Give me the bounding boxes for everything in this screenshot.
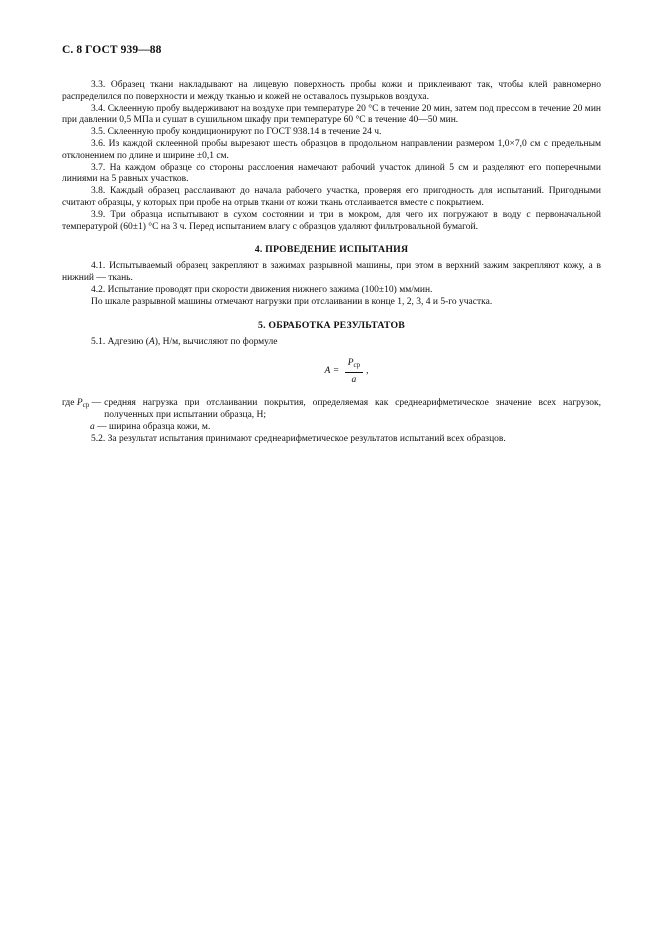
paragraph-3-3: 3.3. Образец ткани накладывают на лицевую поверхность пробы кожи и приклеивают так, чтобы клей равномерно распределился по поверхности и между тканью и кожей не оставалось пузырьков воздуха. bbox=[62, 80, 601, 102]
formula-trail: , bbox=[366, 365, 369, 376]
formula-denominator: a bbox=[351, 375, 357, 386]
paragraph-3-8: 3.8. Каждый образец расслаивают до начала рабочего участка, проверяя его пригодность для испытаний. Пригодными считают образцы, у которых при пробе на отрыв ткани от кожи ткань отслаивается вместе с покрытием. bbox=[62, 186, 601, 208]
term2-symbol: a bbox=[90, 421, 95, 432]
formula-equals: = bbox=[333, 365, 339, 376]
where-prefix: где bbox=[62, 398, 75, 409]
paragraph-4-1: 4.1. Испытываемый образец закрепляют в зажимах разрывной машины, при этом в верхний зажим закрепляют кожу, а в нижний — ткань. bbox=[62, 261, 601, 284]
formula-lhs: A bbox=[324, 365, 331, 376]
term2-description: — ширина образца кожи, м. bbox=[94, 421, 211, 432]
paragraph-5-2: 5.2. За результат испытания принимают среднеарифметическое результатов испытаний всех образцов. bbox=[91, 433, 506, 444]
section-5-heading: 5. ОБРАБОТКА РЕЗУЛЬТАТОВ bbox=[257, 319, 406, 331]
definition-term bbox=[62, 398, 104, 422]
term1-dash: — bbox=[89, 398, 102, 409]
term1-sub: ср bbox=[82, 401, 90, 410]
paragraph-5-1-pre: 5.1. Адгезию ( bbox=[91, 336, 149, 347]
formula-numerator-symbol: P bbox=[347, 358, 354, 369]
page-header: С. 8 ГОСТ 939—88 bbox=[62, 44, 162, 56]
term1-description: средняя нагрузка при отслаивании покрытия, определяемая как среднеарифметическое значение всех нагрузок, полученных при испытании образца, Н; bbox=[104, 398, 601, 421]
paragraph-3-6: 3.6. Из каждой склеенной пробы вырезают шесть образцов в продольном направлении размером 1,0×7,0 см с предельным отклонением по длине и ширине ±0,1 см. bbox=[62, 138, 601, 161]
document-body bbox=[62, 80, 601, 446]
term1-symbol: P bbox=[76, 398, 83, 409]
definition-p-avg bbox=[62, 398, 601, 422]
formula-fraction bbox=[345, 357, 363, 386]
formula-numerator bbox=[345, 357, 363, 373]
section-4-heading: 4. ПРОВЕДЕНИЕ ИСПЫТАНИЯ bbox=[254, 244, 409, 256]
paragraph-5-1 bbox=[62, 337, 601, 349]
paragraph-3-7: 3.7. На каждом образце со стороны расслоения намечают рабочий участок длиной 5 см и разделяют его поперечными линиями на 5 равных участков. bbox=[62, 162, 601, 185]
paragraph-4-2: 4.2. Испытание проводят при скорости движения нижнего зажима (100±10) мм/мин. bbox=[91, 284, 433, 295]
paragraph-5-1-post: ), Н/м, вычисляют по формуле bbox=[154, 336, 278, 347]
formula-numerator-sub: ср bbox=[353, 361, 361, 370]
definition-a-width bbox=[62, 422, 601, 434]
paragraph-3-9: 3.9. Три образца испытывают в сухом состоянии и три в мокром, для чего их погружают в воду с первоначальной температурой (60±1) °С на 3 ч. Перед испытанием влагу с образцов удаляют фильтровальной бумагой. bbox=[62, 209, 601, 232]
adhesion-symbol: A bbox=[148, 336, 155, 347]
paragraph-4-2-scale: По шкале разрывной машины отмечают нагрузки при отслаивании в конце 1, 2, 3, 4 и 5-го участка. bbox=[91, 296, 493, 307]
paragraph-3-5: 3.5. Склеенную пробу кондиционируют по ГОСТ 938.14 в течение 24 ч. bbox=[91, 127, 382, 138]
paragraph-3-4: 3.4. Склеенную пробу выдерживают на воздухе при температуре 20 °С в течение 20 мин, затем под прессом в течение 20 мин при давлении 0,5 МПа и сушат в сушильном шкафу при температуре 60 °С в течение 40—50 мин. bbox=[62, 103, 601, 126]
adhesion-formula bbox=[62, 357, 601, 386]
